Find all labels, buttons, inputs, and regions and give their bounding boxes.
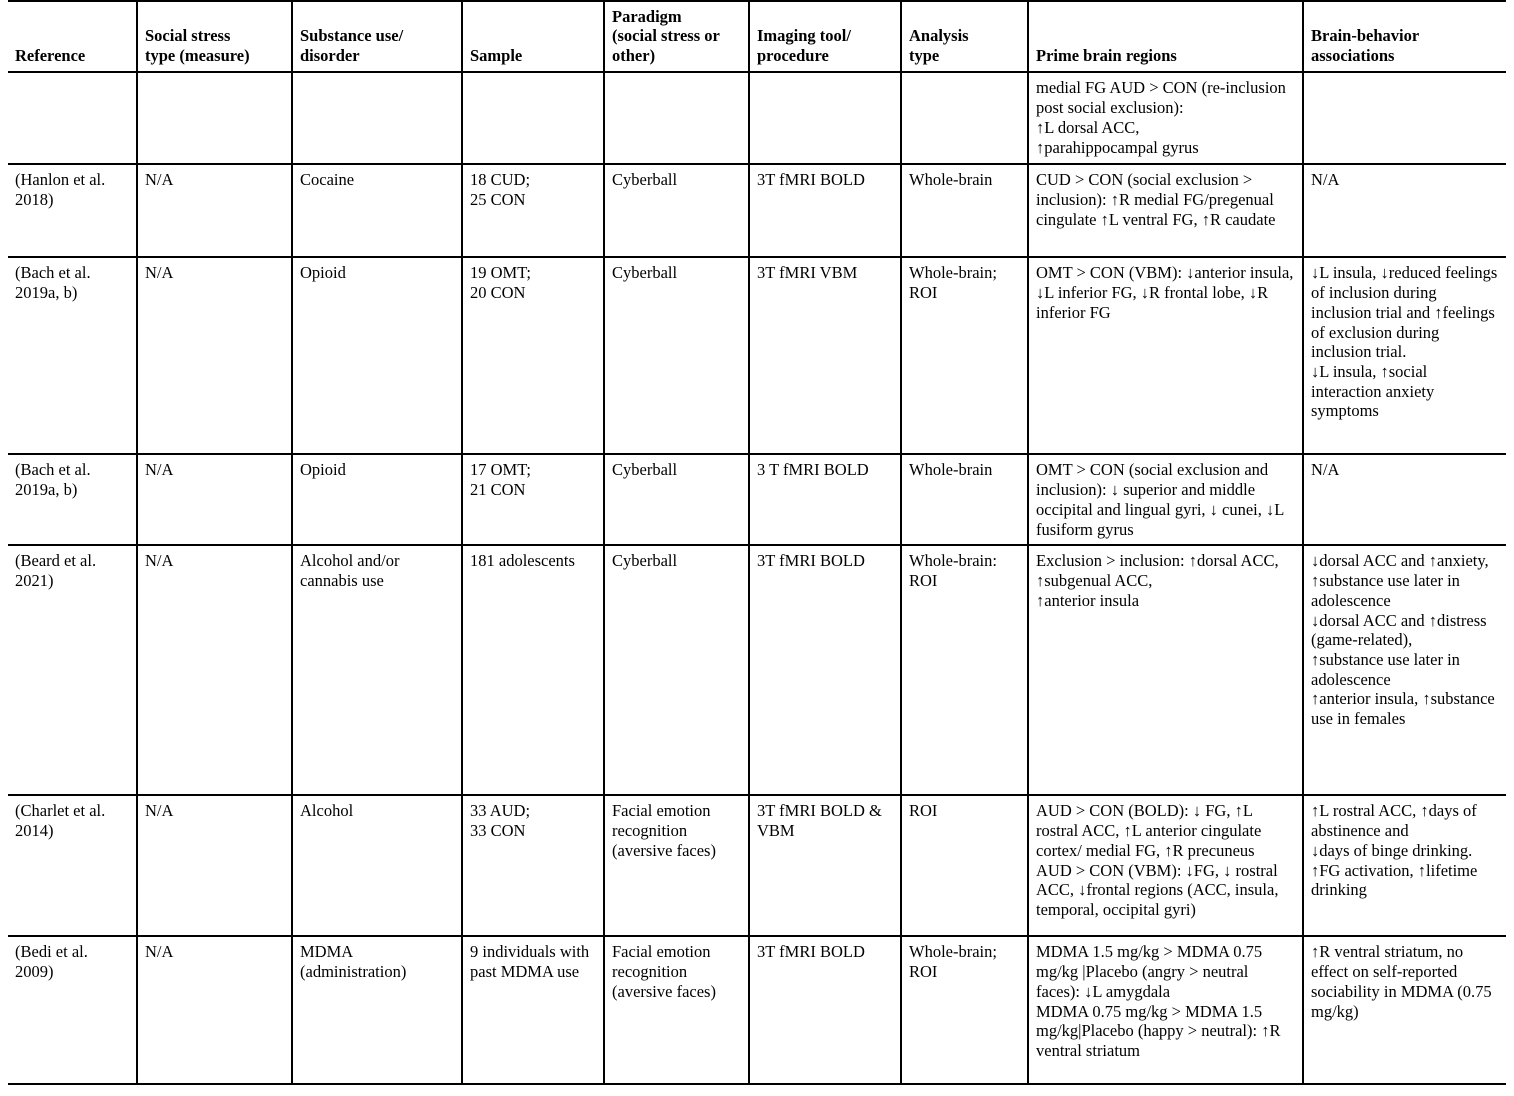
cell-reference [8, 936, 137, 1084]
cell-reference [8, 164, 137, 257]
cell-imaging-tool [749, 795, 901, 936]
cell-text-line: N/A [145, 170, 174, 190]
cell-text-line: (Charlet et al. 2014) [15, 801, 106, 841]
cell-text-line: 33 CON [470, 821, 526, 841]
cell-text-line: OMT > CON (social exclusion and inclusion): ↓ superior and middle occipital and lingual gyri, ↓ cunei, ↓L fusiform gyrus [1036, 460, 1284, 539]
cell-text-line: Whole-brain [909, 460, 993, 480]
cell-text-line: ↑parahippocampal gyrus [1036, 137, 1199, 157]
cell-text-line: (Hanlon et al. 2018) [15, 170, 106, 210]
table-row [8, 72, 1506, 164]
systematic-review-table [8, 0, 1506, 1085]
cell-sample [462, 795, 604, 936]
cell-text-line: 17 OMT; [470, 460, 531, 480]
cell-text-line: procedure [757, 45, 829, 65]
cell-text-line: ↑L rostral ACC, ↑days of abstinence and [1311, 801, 1477, 841]
cell-imaging-tool [749, 164, 901, 257]
cell-text-line [15, 78, 129, 98]
column-header-social-stress-type [137, 1, 292, 72]
cell-brain-behavior [1303, 257, 1506, 454]
cell-text-line: Alcohol [300, 801, 354, 821]
cell-social-stress-type [137, 795, 292, 936]
cell-text-line: Brain-behavior [1311, 26, 1420, 46]
cell-text-line: 20 CON [470, 283, 526, 303]
cell-paradigm [604, 936, 749, 1084]
cell-text-line: Whole-brain; ROI [909, 942, 997, 982]
cell-brain-behavior [1303, 72, 1506, 164]
cell-analysis-type [901, 257, 1028, 454]
cell-analysis-type [901, 795, 1028, 936]
cell-social-stress-type [137, 72, 292, 164]
cell-text-line: Whole-brain: ROI [909, 551, 997, 591]
cell-brain-behavior [1303, 454, 1506, 545]
cell-sample [462, 164, 604, 257]
cell-text-line: ↑substance use later in adolescence [1311, 649, 1460, 689]
cell-substance [292, 164, 462, 257]
cell-text-line: 18 CUD; [470, 170, 531, 190]
cell-text-line: (social stress or [612, 26, 720, 46]
cell-brain-behavior [1303, 795, 1506, 936]
cell-text-line: Cyberball [612, 460, 678, 480]
cell-text-line: Imaging tool/ [757, 26, 851, 46]
cell-prime-brain-regions [1028, 454, 1303, 545]
cell-social-stress-type [137, 257, 292, 454]
cell-text-line: ↓L insula, ↑social interaction anxiety symptoms [1311, 361, 1435, 421]
cell-text-line: Cyberball [612, 263, 678, 283]
cell-prime-brain-regions [1028, 164, 1303, 257]
cell-analysis-type [901, 936, 1028, 1084]
cell-text-line: 3T fMRI BOLD [757, 551, 865, 571]
cell-prime-brain-regions [1028, 257, 1303, 454]
cell-text-line: MDMA 0.75 mg/kg > MDMA 1.5 mg/kg|Placebo (happy > neutral): ↑R ventral striatum [1036, 1001, 1281, 1060]
cell-text-line: AUD > CON (BOLD): ↓ FG, ↑L rostral ACC, ↑L anterior cingulate cortex/ medial FG, ↑R precuneus [1036, 801, 1262, 860]
column-header-reference [8, 1, 137, 72]
cell-text-line: 3T fMRI BOLD [757, 942, 865, 962]
cell-reference [8, 545, 137, 795]
cell-text-line: Cyberball [612, 170, 678, 190]
cell-text-line: Facial emotion recognition (aversive faces) [612, 801, 716, 860]
cell-sample [462, 936, 604, 1084]
cell-paradigm [604, 72, 749, 164]
cell-text-line: 19 OMT; [470, 263, 531, 283]
cell-text-line: ↑anterior insula [1036, 590, 1140, 610]
cell-text-line: Exclusion > inclusion: ↑dorsal ACC, [1036, 551, 1279, 571]
cell-text-line: 181 adolescents [470, 551, 575, 571]
cell-reference [8, 72, 137, 164]
cell-substance [292, 454, 462, 545]
cell-text-line: (Bach et al. 2019a, b) [15, 460, 91, 500]
cell-social-stress-type [137, 454, 292, 545]
cell-text-line: 9 individuals with past MDMA use [470, 942, 590, 982]
cell-text-line: (Bach et al. 2019a, b) [15, 263, 91, 303]
cell-paradigm [604, 545, 749, 795]
cell-substance [292, 257, 462, 454]
column-header-imaging-tool [749, 1, 901, 72]
cell-prime-brain-regions [1028, 545, 1303, 795]
cell-text-line: MDMA 1.5 mg/kg > MDMA 0.75 mg/kg |Placebo (angry > neutral faces): ↓L amygdala [1036, 942, 1263, 1001]
cell-text-line: Reference [15, 45, 86, 65]
cell-text-line: CUD > CON (social exclusion > inclusion): ↑R medial FG/pregenual cingulate ↑L ventral FG, ↑R caudate [1036, 170, 1276, 229]
cell-text-line: ROI [909, 801, 938, 821]
cell-text-line: type [909, 45, 940, 65]
cell-text-line: N/A [1311, 170, 1340, 190]
cell-text-line: 21 CON [470, 480, 526, 500]
cell-paradigm [604, 164, 749, 257]
column-header-substance-use [292, 1, 462, 72]
cell-analysis-type [901, 454, 1028, 545]
cell-text-line: ↓days of binge drinking. [1311, 840, 1473, 860]
cell-text-line: ↓L insula, ↓reduced feelings of inclusion during inclusion trial and ↑feelings of exclusion during inclusion trial. [1311, 263, 1498, 362]
cell-text-line: 3T fMRI BOLD [757, 170, 865, 190]
cell-prime-brain-regions [1028, 936, 1303, 1084]
cell-substance [292, 936, 462, 1084]
cell-prime-brain-regions [1028, 72, 1303, 164]
cell-text-line: ↓dorsal ACC and ↑anxiety, ↑substance use later in adolescence [1311, 551, 1489, 610]
cell-analysis-type [901, 72, 1028, 164]
cell-text-line: other) [612, 45, 656, 65]
cell-text-line: 3 T fMRI BOLD [757, 460, 869, 480]
cell-text-line: 33 AUD; [470, 801, 531, 821]
cell-text-line: N/A [145, 551, 174, 571]
cell-brain-behavior [1303, 164, 1506, 257]
cell-text-line: AUD > CON (VBM): ↓FG, ↓ rostral ACC, ↓frontal regions (ACC, insula, temporal, occipital gyri) [1036, 860, 1279, 919]
cell-text-line: Facial emotion recognition (aversive faces) [612, 942, 716, 1001]
cell-text-line: N/A [145, 263, 174, 283]
cell-text-line: ↑FG activation, ↑lifetime drinking [1311, 860, 1478, 900]
cell-text-line: Cyberball [612, 551, 678, 571]
table-row [8, 454, 1506, 545]
cell-text-line [612, 78, 741, 98]
column-header-paradigm [604, 1, 749, 72]
cell-text-line: (Beard et al. 2021) [15, 551, 97, 591]
cell-text-line: Whole-brain [909, 170, 993, 190]
column-header-prime-brain-regions [1028, 1, 1303, 72]
cell-brain-behavior [1303, 545, 1506, 795]
cell-analysis-type [901, 164, 1028, 257]
cell-text-line: Paradigm [612, 7, 682, 26]
cell-text-line: Alcohol and/or cannabis use [300, 551, 400, 591]
cell-analysis-type [901, 545, 1028, 795]
cell-reference [8, 454, 137, 545]
cell-text-line: N/A [145, 942, 174, 962]
cell-substance [292, 72, 462, 164]
cell-brain-behavior [1303, 936, 1506, 1084]
cell-text-line: Opioid [300, 263, 346, 283]
cell-paradigm [604, 795, 749, 936]
cell-text-line [470, 78, 596, 98]
cell-reference [8, 795, 137, 936]
column-header-sample [462, 1, 604, 72]
table-row [8, 257, 1506, 454]
cell-text-line: ↑R ventral striatum, no effect on self-reported sociability in MDMA (0.75 mg/kg) [1311, 942, 1492, 1021]
cell-imaging-tool [749, 454, 901, 545]
cell-sample [462, 545, 604, 795]
table-header [8, 1, 1506, 72]
table-row [8, 545, 1506, 795]
cell-prime-brain-regions [1028, 795, 1303, 936]
column-header-analysis-type [901, 1, 1028, 72]
table-row [8, 936, 1506, 1084]
cell-text-line: OMT > CON (VBM): ↓anterior insula, ↓L inferior FG, ↓R frontal lobe, ↓R inferior FG [1036, 263, 1294, 322]
cell-text-line: N/A [145, 801, 174, 821]
cell-text-line: 3T fMRI VBM [757, 263, 858, 283]
table-body [8, 72, 1506, 1084]
cell-text-line: 25 CON [470, 190, 526, 210]
cell-imaging-tool [749, 936, 901, 1084]
cell-text-line: Whole-brain; ROI [909, 263, 997, 303]
cell-text-line: N/A [145, 460, 174, 480]
cell-sample [462, 72, 604, 164]
cell-substance [292, 545, 462, 795]
table-row [8, 164, 1506, 257]
cell-text-line: Opioid [300, 460, 346, 480]
cell-sample [462, 257, 604, 454]
cell-text-line: Substance use/ [300, 26, 404, 46]
cell-social-stress-type [137, 545, 292, 795]
cell-text-line: Social stress [145, 26, 231, 46]
cell-text-line: Cocaine [300, 170, 355, 190]
cell-text-line: disorder [300, 45, 360, 65]
cell-imaging-tool [749, 72, 901, 164]
cell-text-line: ↑subgenual ACC, [1036, 571, 1153, 591]
cell-text-line: ↓dorsal ACC and ↑distress (game-related), [1311, 610, 1487, 650]
cell-text-line: Sample [470, 45, 523, 65]
cell-text-line: Analysis [909, 26, 969, 46]
cell-text-line: 3T fMRI BOLD & VBM [757, 801, 882, 841]
cell-text-line: ↑L dorsal ACC, [1036, 117, 1140, 137]
cell-text-line: type (measure) [145, 45, 250, 65]
cell-paradigm [604, 257, 749, 454]
cell-text-line: ↑anterior insula, ↑substance use in females [1311, 689, 1495, 729]
cell-social-stress-type [137, 164, 292, 257]
cell-text-line: MDMA (administration) [300, 942, 407, 982]
cell-text-line: N/A [1311, 460, 1340, 480]
cell-text-line: associations [1311, 45, 1395, 65]
cell-imaging-tool [749, 545, 901, 795]
cell-sample [462, 454, 604, 545]
cell-text-line: medial FG AUD > CON (re-inclusion post social exclusion): [1036, 78, 1286, 118]
column-header-brain-behavior [1303, 1, 1506, 72]
cell-text-line: (Bedi et al. 2009) [15, 942, 88, 982]
cell-text-line: Prime brain regions [1036, 45, 1177, 65]
cell-reference [8, 257, 137, 454]
cell-text-line [757, 78, 893, 98]
cell-text-line [1311, 78, 1499, 98]
table-row [8, 795, 1506, 936]
cell-paradigm [604, 454, 749, 545]
cell-text-line [145, 78, 284, 98]
cell-imaging-tool [749, 257, 901, 454]
cell-substance [292, 795, 462, 936]
cell-text-line [909, 78, 1020, 98]
cell-social-stress-type [137, 936, 292, 1084]
cell-text-line [300, 78, 454, 98]
header-row [8, 1, 1506, 72]
